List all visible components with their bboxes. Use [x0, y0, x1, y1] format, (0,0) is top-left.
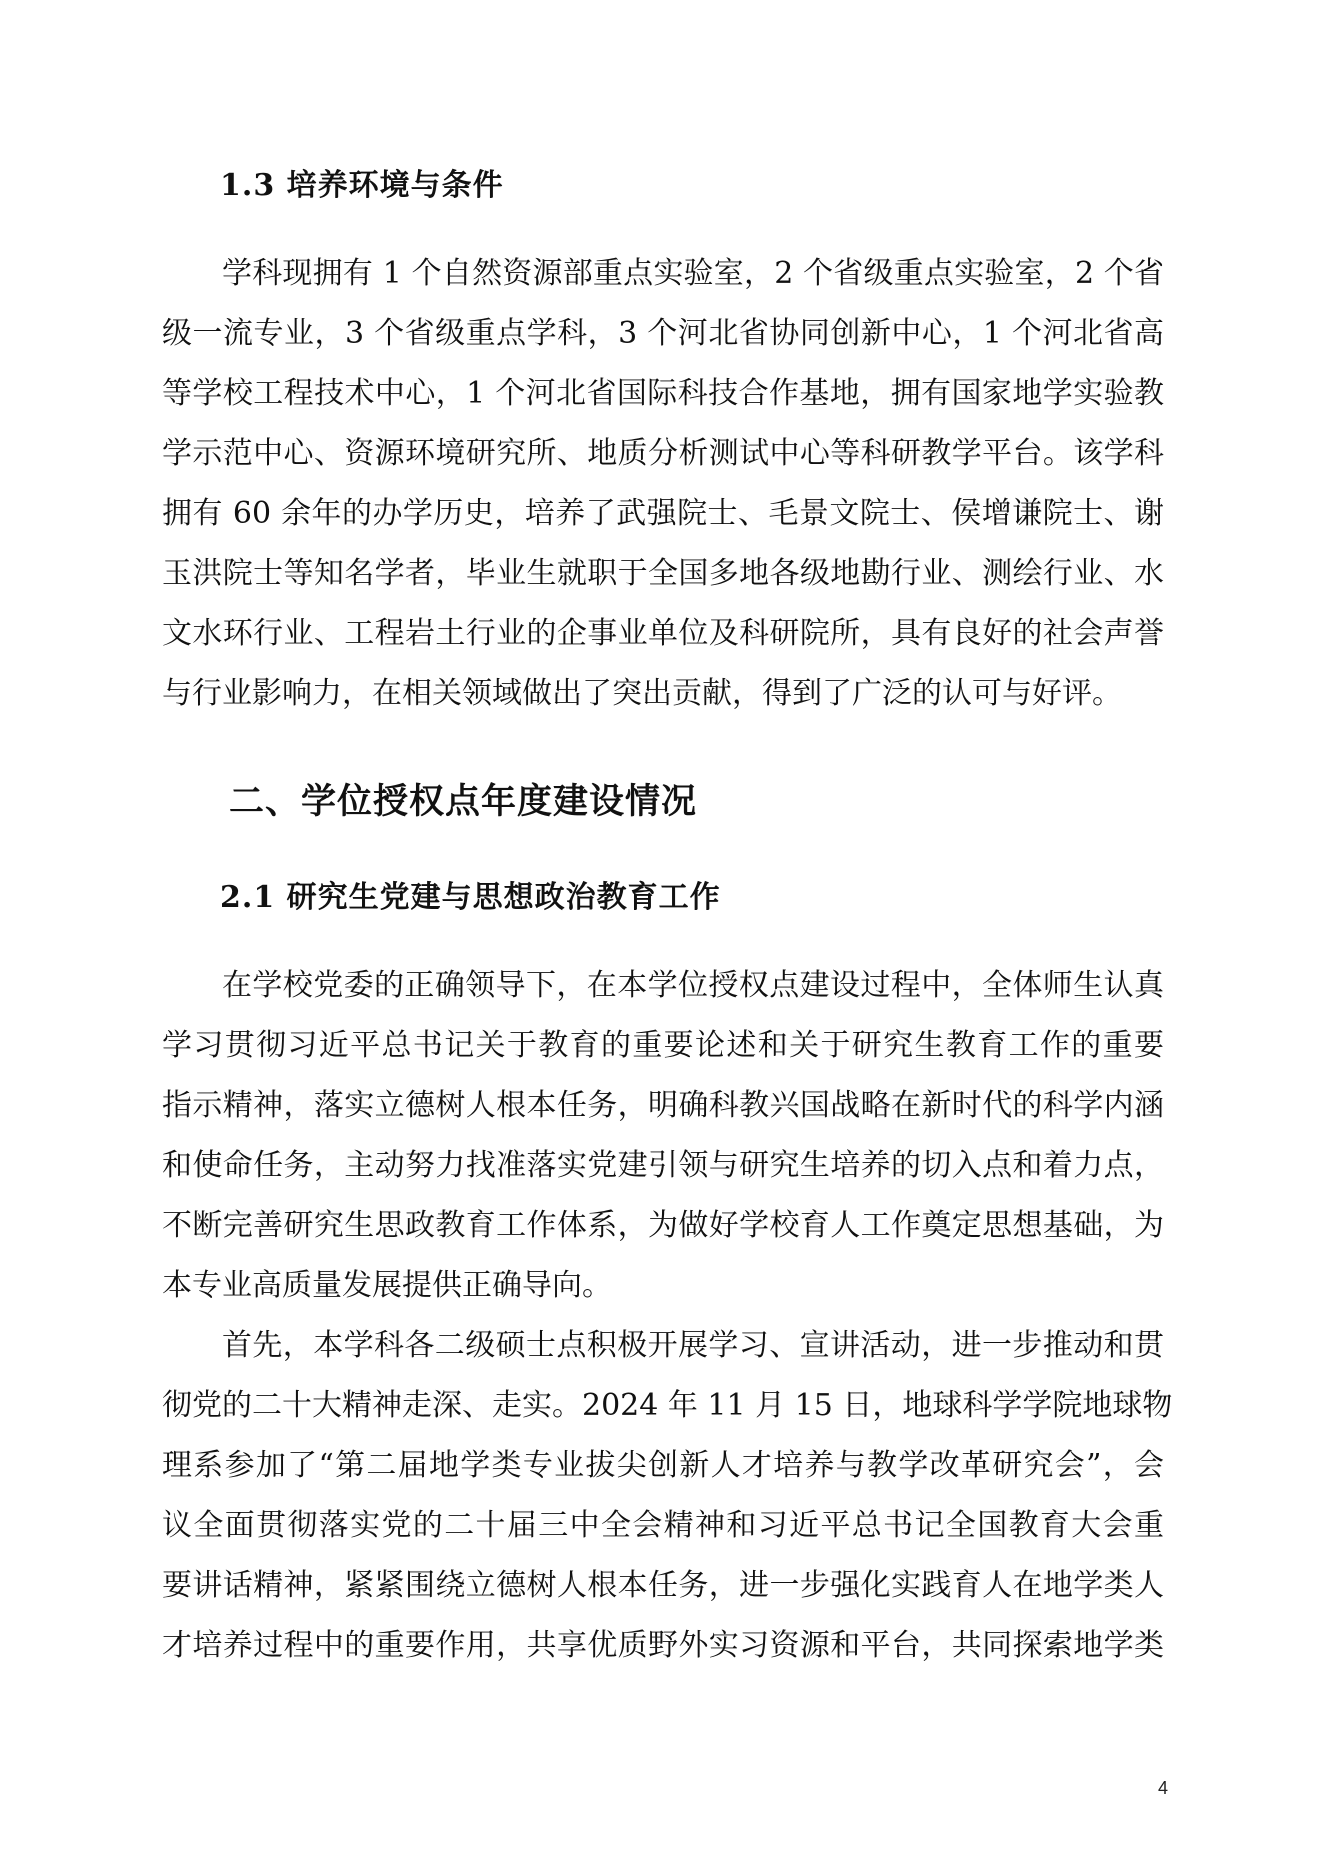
- paragraph-line: 学科现拥有 1 个自然资源部重点实验室，2 个省级重点实验室，2 个省: [222, 256, 1164, 291]
- paragraph-line: 学习贯彻习近平总书记关于教育的重要论述和关于研究生教育工作的重要: [162, 1028, 1164, 1063]
- page-number: 4: [1158, 1778, 1169, 1798]
- paragraph-line: 理系参加了“第二届地学类专业拔尖创新人才培养与教学改革研究会”，会: [162, 1448, 1164, 1483]
- paragraph-line: 和使命任务，主动努力找准落实党建引领与研究生培养的切入点和着力点，: [162, 1148, 1164, 1183]
- paragraph-line: 要讲话精神，紧紧围绕立德树人根本任务，进一步强化实践育人在地学类人: [162, 1568, 1164, 1603]
- paragraph-line: 拥有 60 余年的办学历史，培养了武强院士、毛景文院士、侯增谦院士、谢: [162, 496, 1164, 531]
- paragraph-study-activities: [162, 1316, 1173, 1676]
- section-heading-1-3: 1.3 培养环境与条件: [220, 168, 504, 203]
- paragraph-line: 级一流专业，3 个省级重点学科，3 个河北省协同创新中心，1 个河北省高: [162, 316, 1164, 351]
- paragraph-line: 玉洪院士等知名学者，毕业生就职于全国多地各级地勘行业、测绘行业、水: [162, 556, 1164, 591]
- paragraph-line: 不断完善研究生思政教育工作体系，为做好学校育人工作奠定思想基础，为: [162, 1208, 1164, 1243]
- paragraph-line: 首先，本学科各二级硕士点积极开展学习、宣讲活动，进一步推动和贯: [222, 1328, 1164, 1363]
- paragraph-line: 指示精神，落实立德树人根本任务，明确科教兴国战略在新时代的科学内涵: [162, 1088, 1164, 1123]
- paragraph-party-building: [162, 956, 1164, 1316]
- paragraph-line: 与行业影响力，在相关领域做出了突出贡献，得到了广泛的认可与好评。: [162, 676, 1122, 711]
- paragraph-line: 彻党的二十大精神走深、走实。2024 年 11 月 15 日，地球科学学院地球物: [162, 1388, 1173, 1423]
- paragraph-line: 文水环行业、工程岩土行业的企事业单位及科研院所，具有良好的社会声誉: [162, 616, 1164, 651]
- paragraph-training-environment: [162, 244, 1164, 724]
- paragraph-line: 议全面贯彻落实党的二十届三中全会精神和习近平总书记全国教育大会重: [162, 1508, 1164, 1543]
- paragraph-line: 本专业高质量发展提供正确导向。: [162, 1268, 612, 1303]
- section-heading-2-1: 2.1 研究生党建与思想政治教育工作: [220, 880, 721, 915]
- paragraph-line: 在学校党委的正确领导下，在本学位授权点建设过程中，全体师生认真: [222, 968, 1164, 1003]
- paragraph-line: 学示范中心、资源环境研究所、地质分析测试中心等科研教学平台。该学科: [162, 436, 1164, 471]
- chapter-heading-2: 二、学位授权点年度建设情况: [229, 782, 698, 822]
- paragraph-line: 才培养过程中的重要作用，共享优质野外实习资源和平台，共同探索地学类: [162, 1628, 1164, 1663]
- paragraph-line: 等学校工程技术中心，1 个河北省国际科技合作基地，拥有国家地学实验教: [162, 376, 1164, 411]
